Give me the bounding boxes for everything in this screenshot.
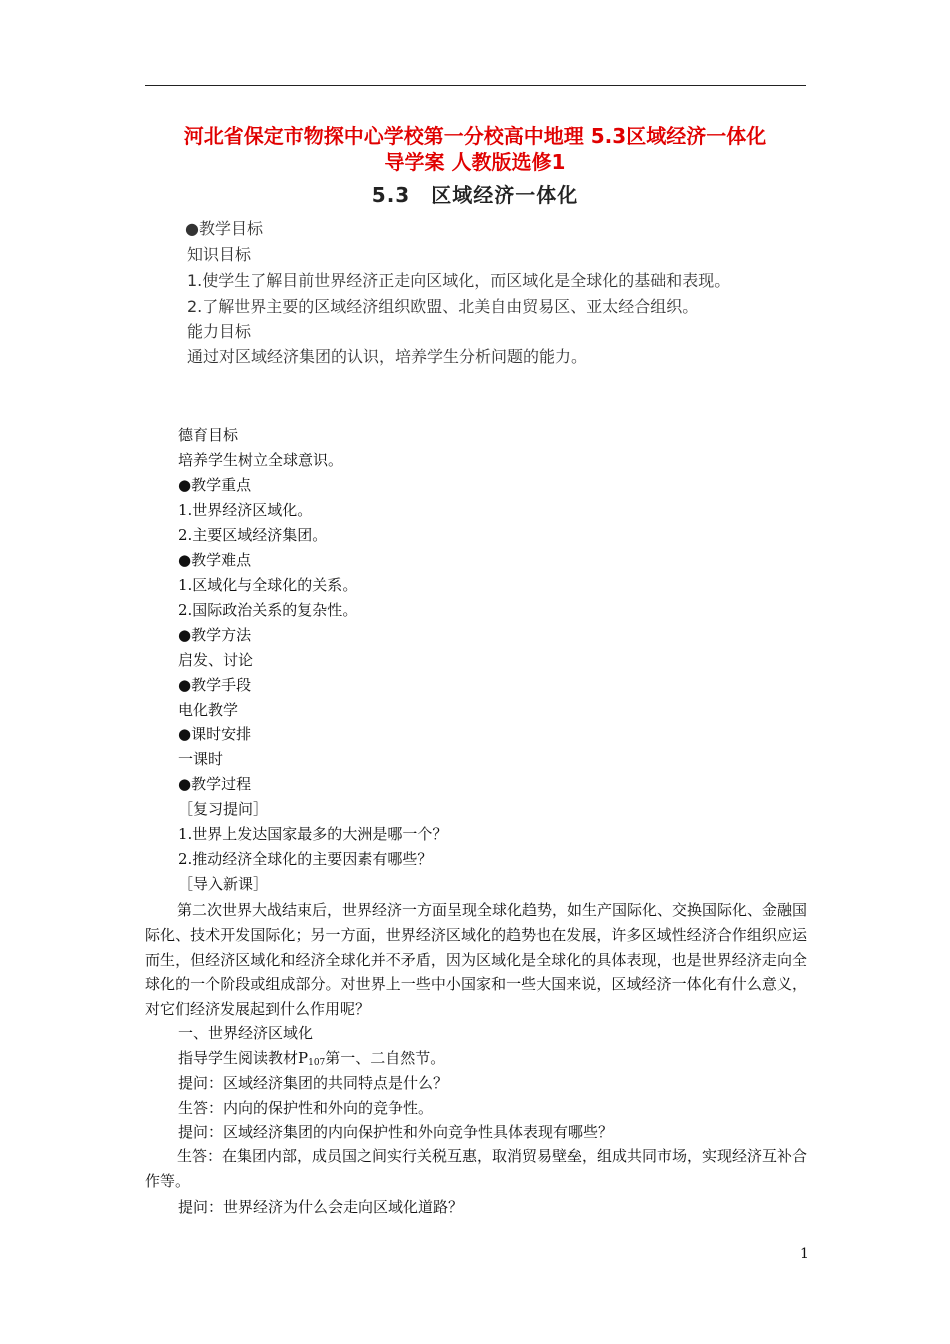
- question-3: 提问：世界经济为什么会走向区域化道路？: [178, 1198, 464, 1216]
- answer-2: 生答：在集团内部，成员国之间实行关税互惠，取消贸易壁垒，组成共同市场，实现经济互补合作等。: [145, 1147, 808, 1190]
- section-title: 5.3 区域经济一体化: [371, 183, 579, 207]
- header-rule: [145, 85, 806, 86]
- difficulty-1: 1.区域化与全球化的关系。: [178, 576, 358, 594]
- key-points-heading: ●教学重点: [178, 476, 252, 494]
- key-point-2: 2.主要区域经济集团。: [178, 526, 328, 544]
- knowledge-item-1: 1.使学生了解目前世界经济正走向区域化，而区域化是全球化的基础和表现。: [187, 271, 731, 290]
- document-title-line2: 导学案 人教版选修1: [384, 150, 566, 174]
- document-title-line1: 河北省保定市物探中心学校第一分校高中地理 5.3区域经济一体化: [183, 124, 767, 148]
- difficulty-heading: ●教学难点: [178, 551, 252, 569]
- objectives-heading: ●教学目标: [185, 219, 263, 238]
- moral-text: 培养学生树立全球意识。: [178, 451, 344, 469]
- key-point-1: 1.世界经济区域化。: [178, 501, 313, 519]
- page-number: 1: [800, 1246, 809, 1262]
- intro-paragraph: 第二次世界大战结束后，世界经济一方面呈现全球化趋势，如生产国际化、交换国际化、金融国际化、技术开发国际化；另一方面，世界经济区域化的趋势也在发展，许多区域性经济合作组织应运而生，但经济区域化和经济全球化并不矛盾，因为区域化是全球化的具体表现，也是世界经济走向全球化的一个阶段或组成部分。对世界上一些中小国家和一些大国来说，区域经济一体化有什么意义，对它们经济发展起到什么作用呢？: [145, 901, 808, 1019]
- review-question-2: 2.推动经济全球化的主要因素有哪些？: [178, 850, 433, 868]
- method-text: 启发、讨论: [178, 651, 254, 669]
- review-heading: ［复习提问］: [178, 800, 269, 818]
- guide-page-subscript: 107: [308, 1058, 326, 1068]
- guide-suffix: 第一、二自然节。: [325, 1049, 446, 1067]
- question-2: 提问：区域经济集团的内向保护性和外向竞争性具体表现有哪些？: [178, 1123, 614, 1141]
- means-text: 电化教学: [178, 701, 239, 719]
- knowledge-item-2: 2.了解世界主要的区域经济组织欧盟、北美自由贸易区、亚太经合组织。: [187, 297, 699, 316]
- process-heading: ●教学过程: [178, 775, 252, 793]
- objectives-image: [187, 217, 787, 377]
- question-1: 提问：区域经济集团的共同特点是什么？: [178, 1074, 449, 1092]
- ability-label: 能力目标: [187, 322, 252, 341]
- schedule-text: 一课时: [178, 750, 224, 768]
- guide-prefix: 指导学生阅读教材P: [178, 1049, 309, 1067]
- guide-reading-line: [178, 1048, 445, 1073]
- ability-item-1: 通过对区域经济集团的认识，培养学生分析问题的能力。: [187, 347, 588, 366]
- schedule-heading: ●课时安排: [178, 725, 252, 743]
- difficulty-2: 2.国际政治关系的复杂性。: [178, 601, 358, 619]
- intro-heading: ［导入新课］: [178, 875, 269, 893]
- section-1-heading: 一、世界经济区域化: [178, 1024, 314, 1042]
- method-heading: ●教学方法: [178, 626, 252, 644]
- means-heading: ●教学手段: [178, 676, 252, 694]
- answer-1: 生答：内向的保护性和外向的竞争性。: [178, 1099, 434, 1117]
- review-question-1: 1.世界上发达国家最多的大洲是哪一个？: [178, 825, 448, 843]
- knowledge-label: 知识目标: [187, 245, 252, 264]
- moral-label: 德育目标: [178, 426, 239, 444]
